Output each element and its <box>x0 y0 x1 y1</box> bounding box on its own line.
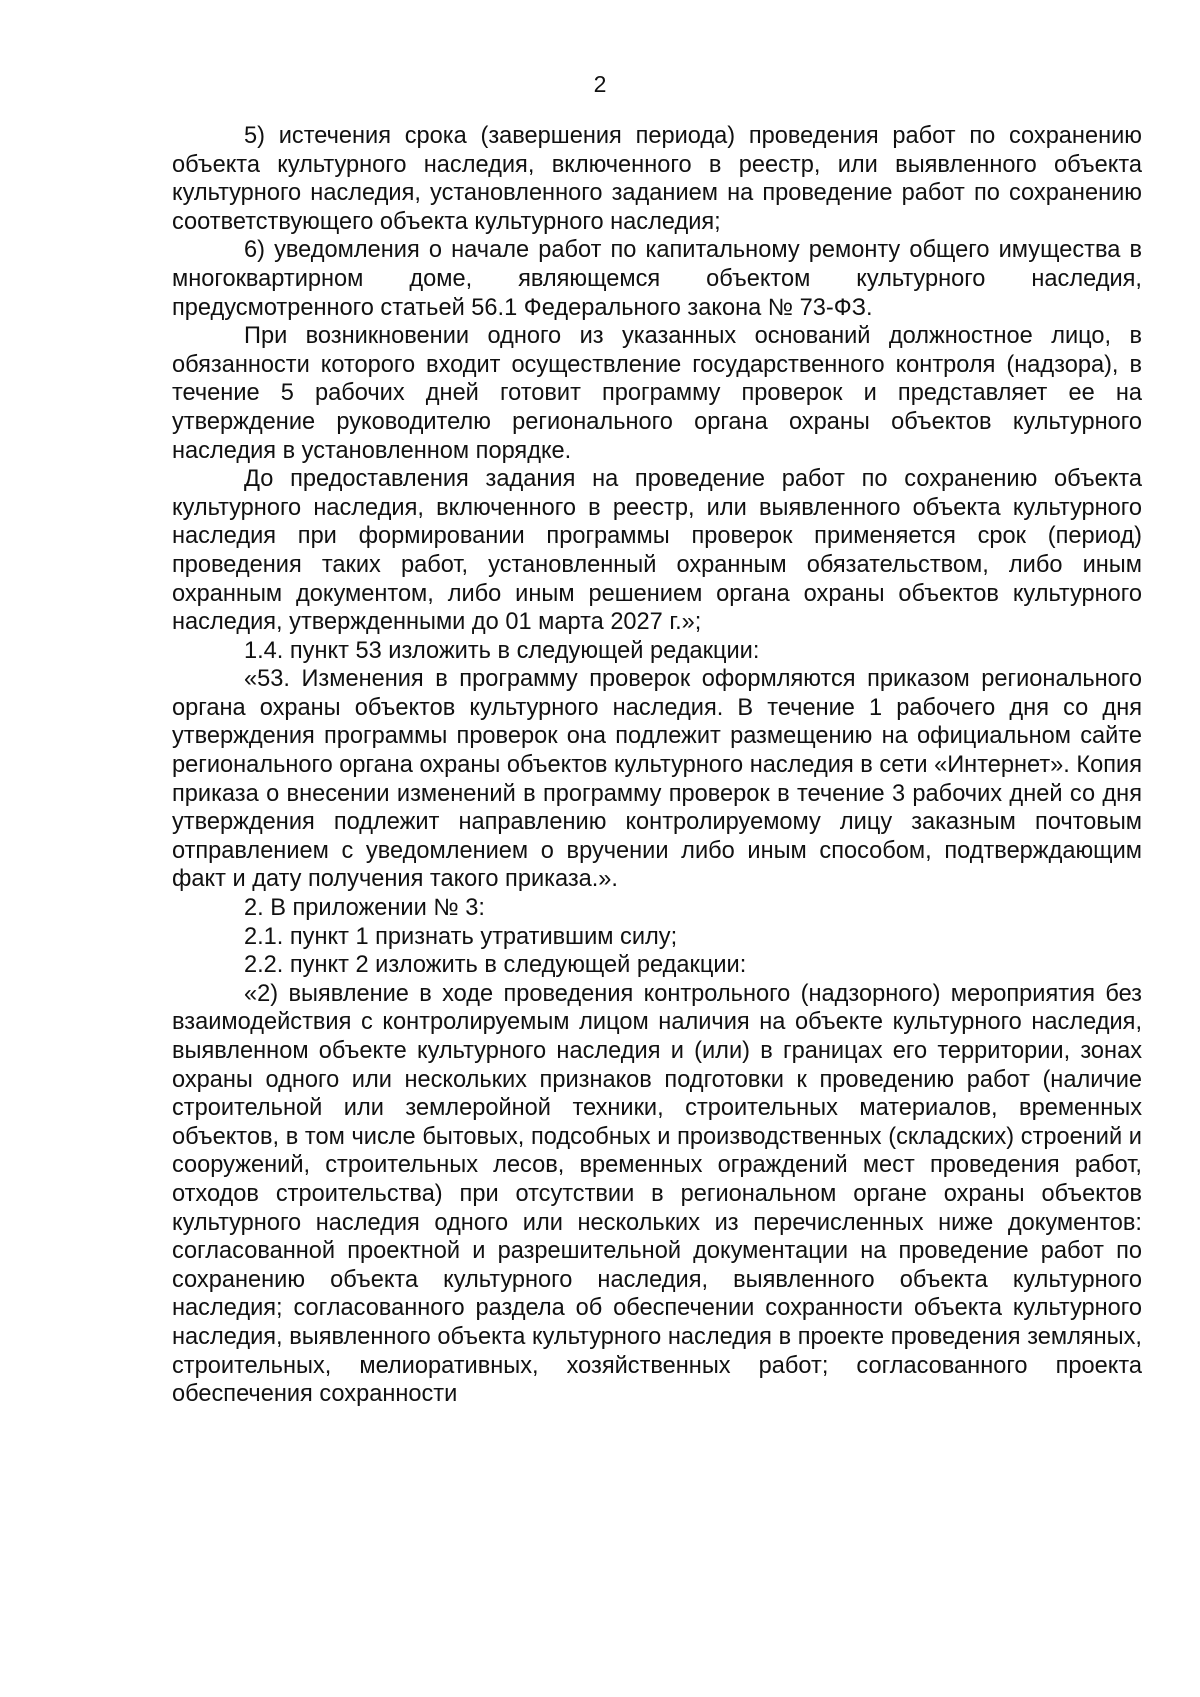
paragraph-item-5: 5) истечения срока (завершения периода) проведения работ по сохранению объекта культурного наследия, включенного в реестр, или выявленного объекта культурного наследия, установленного заданием на проведение работ по сохранению соответствующего объекта культурного наследия; <box>172 123 1142 235</box>
paragraph-appendix-3: 2. В приложении № 3: <box>244 895 485 922</box>
document-body <box>172 122 1142 1409</box>
paragraph-task-term: До предоставления задания на проведение работ по сохранению объекта культурного наследия, включенного в реестр, или выявленного объекта культурного наследия при формировании программы проверок применяется срок (период) проведения таких работ, установленный охранным обязательством, либо иным охранным документом, либо иным решением органа охраны объектов культурного наследия, утвержденными до 01 марта 2027 г.»; <box>172 466 1142 636</box>
page-number: 2 <box>593 71 607 97</box>
paragraph-amendment-2-2: 2.2. пункт 2 изложить в следующей редакции: <box>244 952 747 979</box>
paragraph-point-53: «53. Изменения в программу проверок оформляются приказом регионального органа охраны объектов культурного наследия. В течение 1 рабочего дня со дня утверждения программы проверок она подлежит размещению на официальном сайте регионального органа охраны объектов культурного наследия в сети «Интернет». Копия приказа о внесении изменений в программу проверок в течение 3 рабочих дней со дня утверждения подлежит направлению контролируемому лицу заказным почтовым отправлением с уведомлением о вручении либо иным способом, подтверждающим факт и дату получения такого приказа.». <box>172 666 1142 893</box>
paragraph-item-6: 6) уведомления о начале работ по капитальному ремонту общего имущества в многоквартирном доме, являющемся объектом культурного наследия, предусмотренного статьей 56.1 Федерального закона № 73-ФЗ. <box>172 237 1142 321</box>
paragraph-inspection-program: При возникновении одного из указанных оснований должностное лицо, в обязанности которого входит осуществление государственного контроля (надзора), в течение 5 рабочих дней готовит программу проверок и представляет ее на утверждение руководителю регионального органа охраны объектов культурного наследия в установленном порядке. <box>172 323 1142 464</box>
paragraph-amendment-2-1: 2.1. пункт 1 признать утратившим силу; <box>244 923 678 950</box>
paragraph-point-2-text: «2) выявление в ходе проведения контрольного (надзорного) мероприятия без взаимодействия с контролируемым лицом наличия на объекте культурного наследия, выявленном объекте культурного наследия и (или) в границах его территории, зонах охраны одного или нескольких признаков подготовки к проведению работ (наличие строительной или землеройной техники, строительных материалов, временных объектов, в том числе бытовых, подсобных и производственных (складских) строений и сооружений, строительных лесов, временных ограждений мест проведения работ, отходов строительства) при отсутствии в региональном органе охраны объектов культурного наследия одного или нескольких из перечисленных ниже документов: согласованной проектной и разрешительной документации на проведение работ по сохранению объекта культурного наследия, выявленного объекта культурного наследия; согласованного раздела об обеспечении сохранности объекта культурного наследия, выявленного объекта культурного наследия в проекте проведения земляных, строительных, мелиоративных, хозяйственных работ; согласованного проекта обеспечения сохранности <box>172 980 1142 1408</box>
paragraph-amendment-1-4: 1.4. пункт 53 изложить в следующей редакции: <box>244 637 760 664</box>
